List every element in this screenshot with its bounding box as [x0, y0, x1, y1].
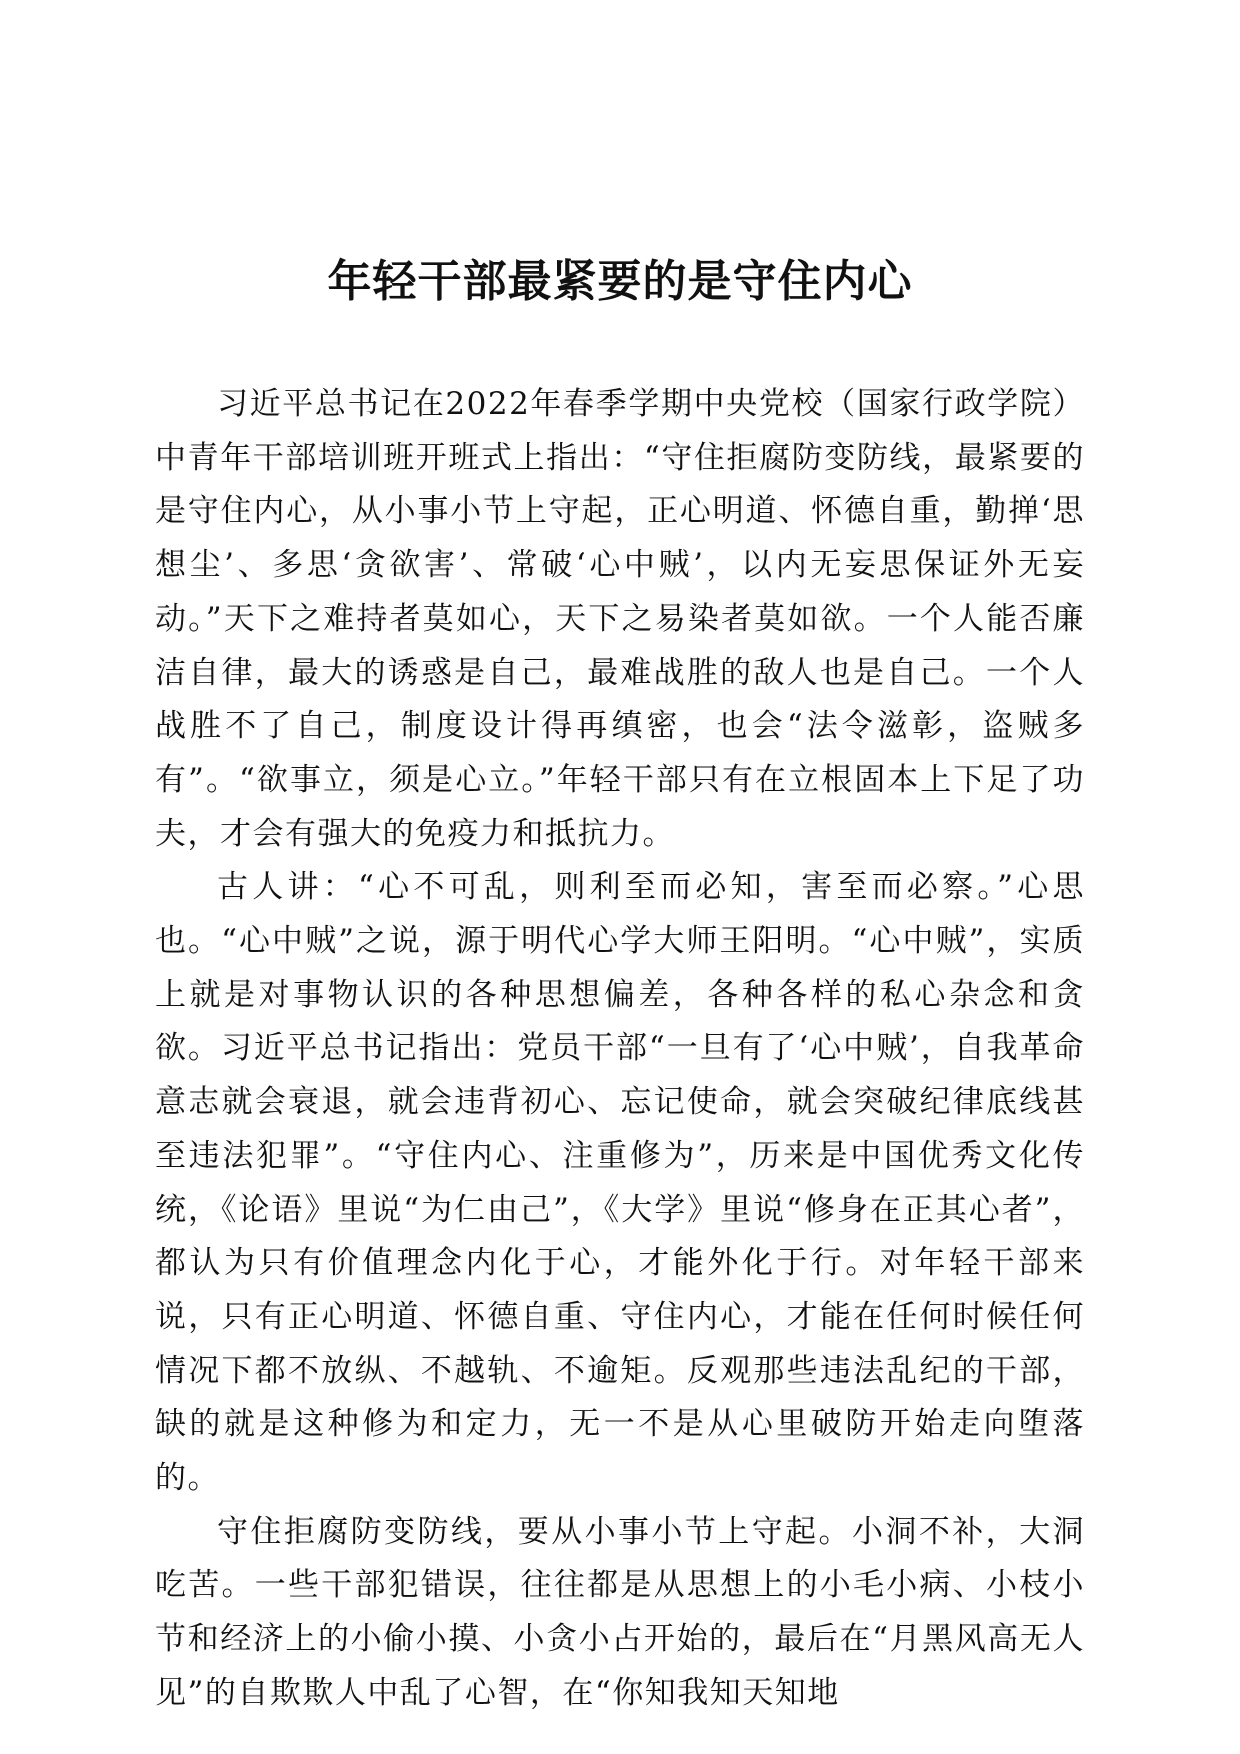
paragraph-1: 习近平总书记在2022年春季学期中央党校（国家行政学院）中青年干部培训班开班式上指出：“守住拒腐防变防线，最紧要的是守住内心，从小事小节上守起，正心明道、怀德自重，勤掸‘思想尘’、多思‘贪欲害’、常破‘心中贼’，以内无妄思保证外无妄动。”天下之难持者莫如心，天下之易染者莫如欲。一个人能否廉洁自律，最大的诱惑是自己，最难战胜的敌人也是自己。一个人战胜不了自己，制度设计得再缜密，也会“法令滋彰，盗贼多有”。“欲事立，须是心立。”年轻干部只有在立根固本上下足了功夫，才会有强大的免疫力和抵抗力。: [155, 386, 1085, 852]
paragraph-3: 守住拒腐防变防线，要从小事小节上守起。小洞不补，大洞吃苦。一些干部犯错误，往往都是从思想上的小毛小病、小枝小节和经济上的小偷小摸、小贪小占开始的，最后在“月黑风高无人见”的自欺欺人中乱了心智，在“你知我知天知地: [155, 1513, 1085, 1711]
document-title: 年轻干部最紧要的是守住内心: [327, 256, 913, 307]
paragraph-2: 古人讲：“心不可乱，则利至而必知，害至而必察。”心思也。“心中贼”之说，源于明代心学大师王阳明。“心中贼”，实质上就是对事物认识的各种思想偏差，各种各样的私心杂念和贪欲。习近平总书记指出：党员干部“一旦有了‘心中贼’，自我革命意志就会衰退，就会违背初心、忘记使命，就会突破纪律底线甚至违法犯罪”。“守住内心、注重修为”，历来是中国优秀文化传统，《论语》里说“为仁由己”，《大学》里说“修身在正其心者”，都认为只有价值理念内化于心，才能外化于行。对年轻干部来说，只有正心明道、怀德自重、守住内心，才能在任何时候任何情况下都不放纵、不越轨、不逾矩。反观那些违法乱纪的干部，缺的就是这种修为和定力，无一不是从心里破防开始走向堕落的。: [155, 869, 1085, 1497]
document-body: [155, 378, 1085, 1721]
